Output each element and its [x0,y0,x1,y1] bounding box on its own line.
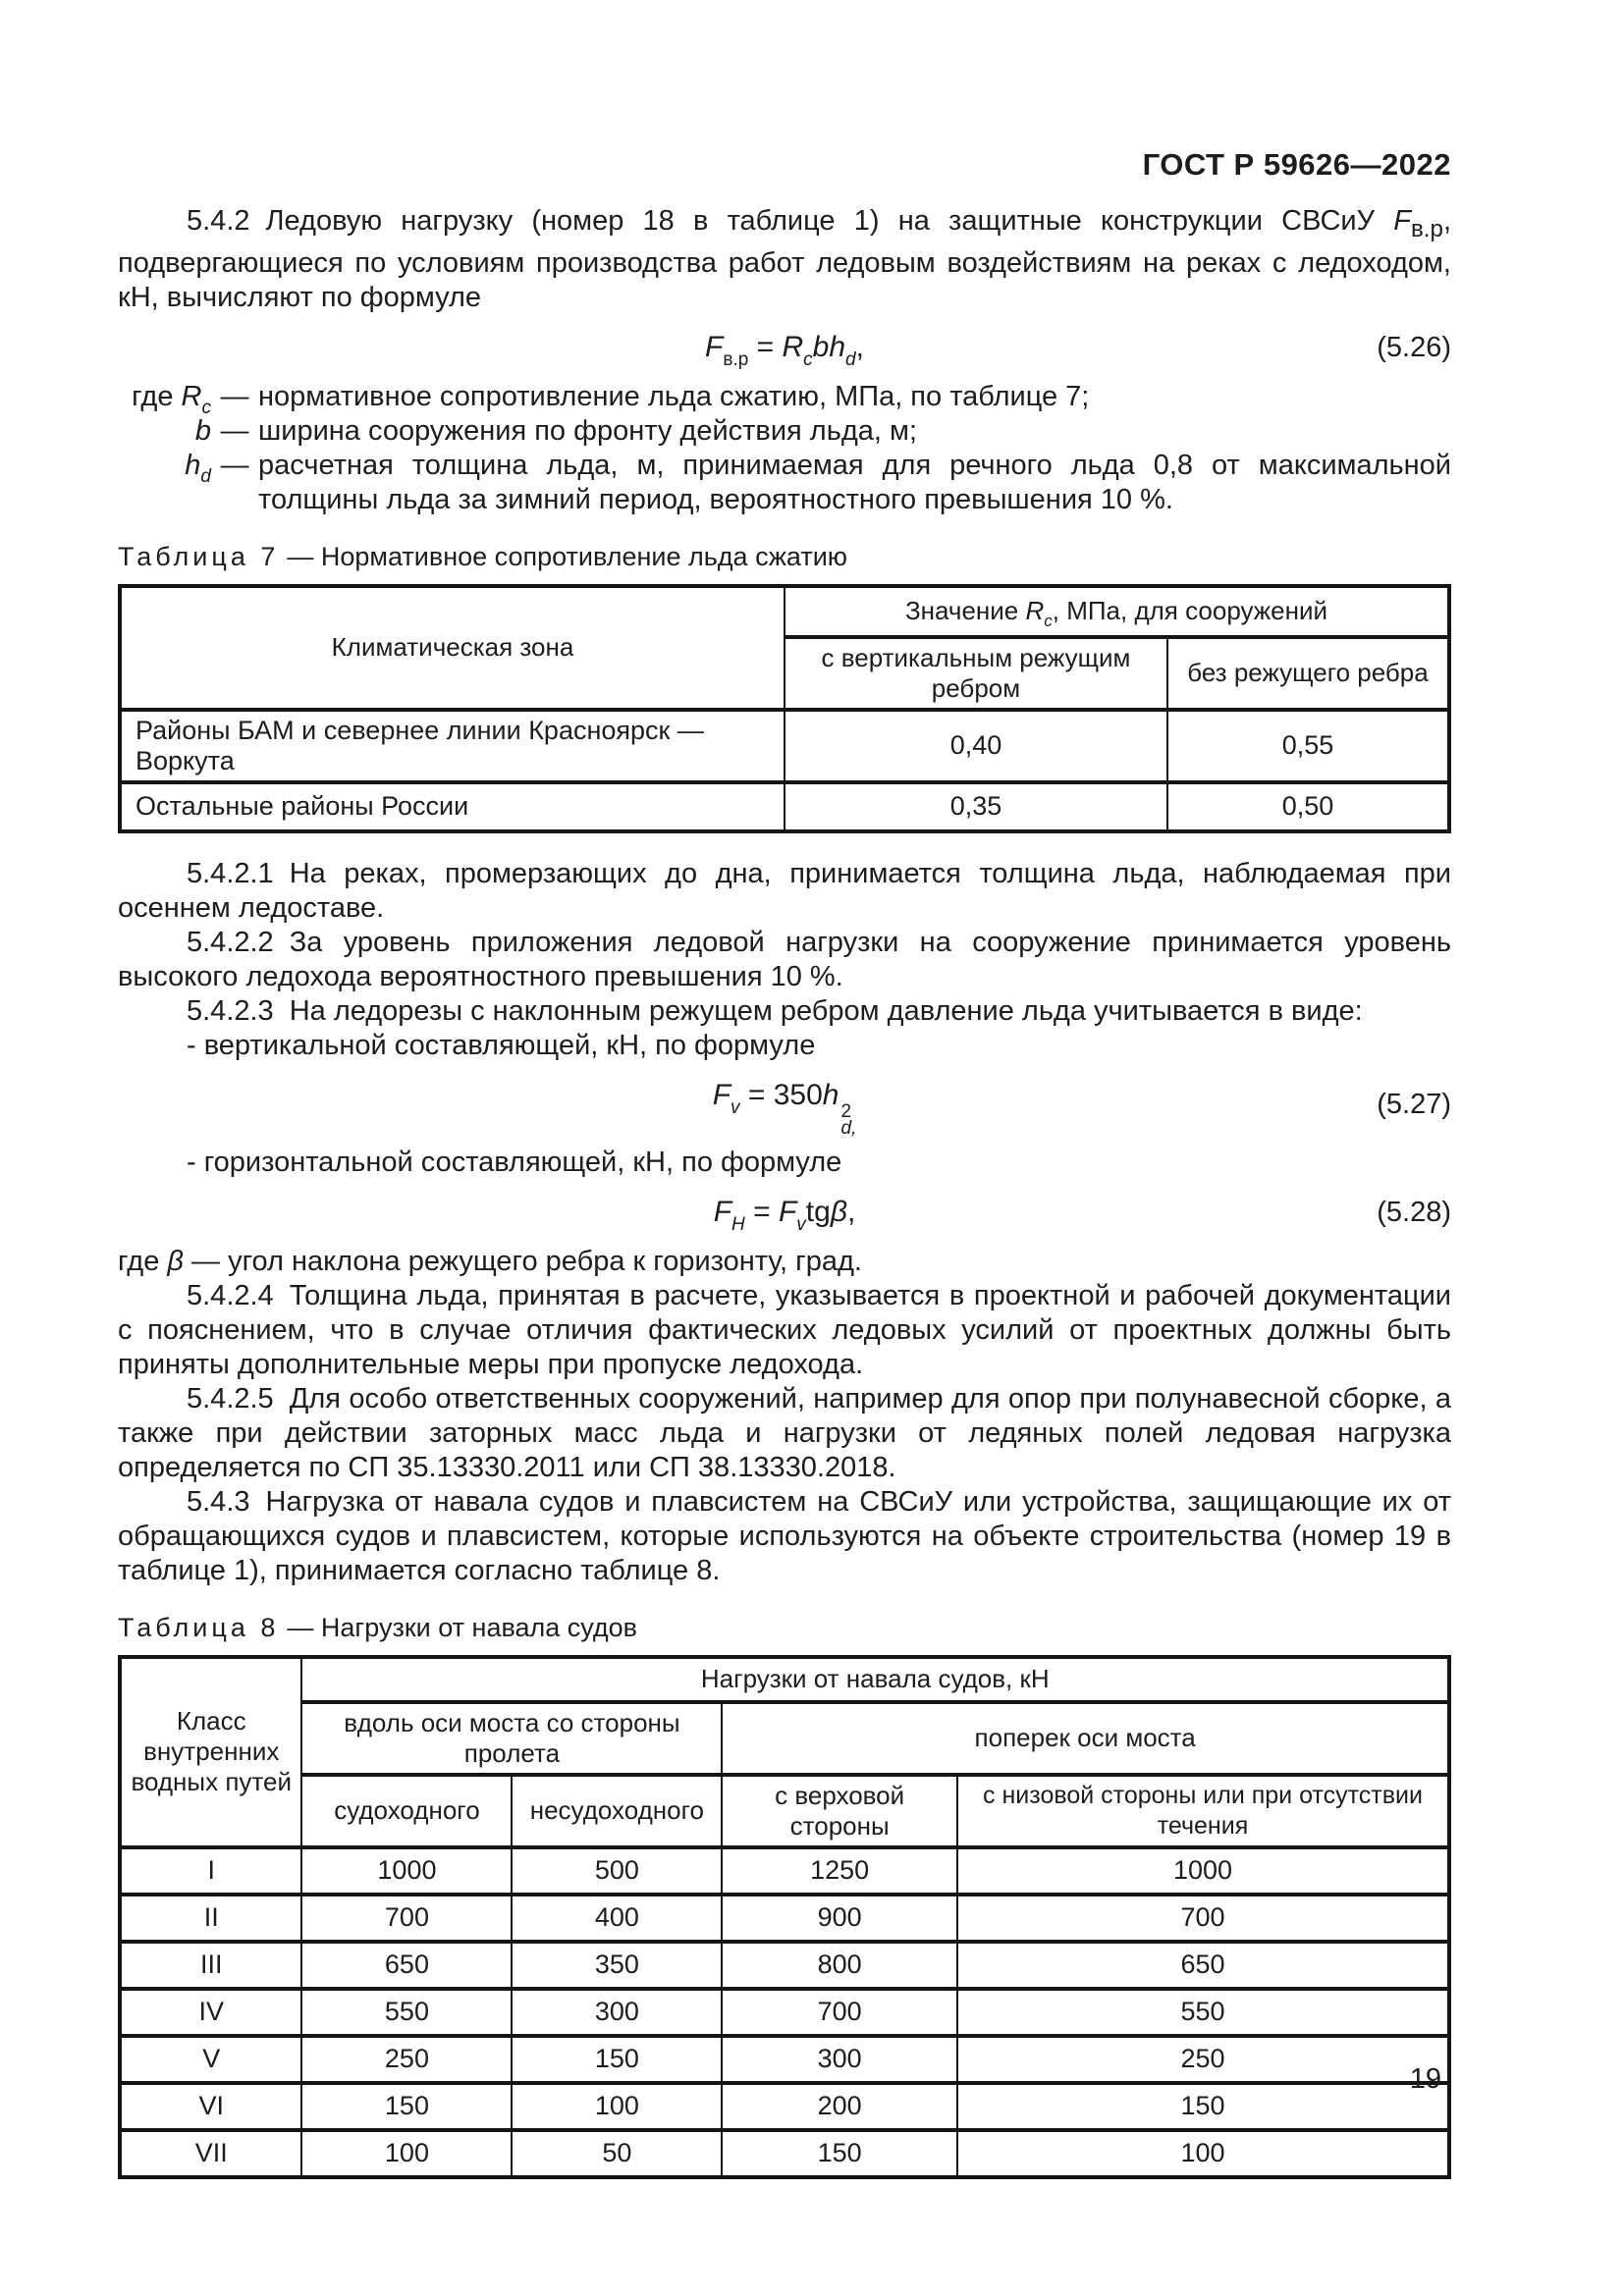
table-7-header-value [785,586,1449,637]
paragraph-5-4-2-5 [118,1382,1451,1485]
value-cell: 300 [722,2036,957,2083]
value-cell: 150 [512,2036,722,2083]
table-row [120,2083,1449,2130]
value-cell: 1000 [301,1847,512,1895]
value-cell: 700 [301,1895,512,1942]
table-8 [118,1655,1451,2179]
value-cell: 150 [957,2083,1449,2130]
table-row [120,2130,1449,2177]
value-cell: 500 [512,1847,722,1895]
clause-text: На ледорезы с наклонным режущем ребром давление льда учитывается в виде: [289,994,1363,1027]
where-description: нормативное сопротивление льда сжатию, МПа, по таблице 7; [258,380,1090,412]
value-cell: 700 [722,1989,957,2036]
value-cell: 250 [957,2036,1449,2083]
formula-5-26 [118,324,1451,371]
superscript-subscript-stack [840,1100,857,1139]
subscript: c [1044,612,1053,631]
variable-h: h [822,1078,839,1111]
clause-number: 5.4.2.3 [187,994,274,1027]
value-cell: 50 [512,2130,722,2177]
formula-5-27 [118,1072,1451,1137]
variable-F: F [705,330,724,363]
value-cell: 100 [512,2083,722,2130]
table-8-header-along-axis: вдоль оси моста со стороны пролета [301,1702,722,1775]
table-8-caption-label: Таблица 8 [118,1612,280,1642]
value-cell: 200 [722,2083,957,2130]
where-term [118,380,211,418]
value-cell: 0,55 [1167,710,1449,782]
superscript: 2 [840,1100,852,1122]
subscript: в.р [723,348,749,370]
table-8-subheader-downstream: с низовой стороны или при отсутствии течения [957,1775,1449,1847]
value-cell: 1000 [957,1847,1449,1895]
table-row [120,782,1449,831]
where-term [118,449,211,517]
value-cell: 650 [301,1942,512,1989]
formula-expression [705,330,864,370]
value-cell: 550 [957,1989,1449,2036]
bullet-horizontal-component: - горизонтальной составляющей, кН, по формуле [187,1146,842,1178]
variable-F: F [778,1195,797,1228]
clause-number: 5.4.2.1 [187,857,274,889]
comma: , [846,1195,856,1228]
value-cell: 400 [512,1895,722,1942]
climate-zone-cell: Остальные районы России [120,782,785,831]
where-row [118,414,1451,449]
table-8-header-across-axis: поперек оси моста [722,1702,1449,1775]
where-description: ширина сооружения по фронту действия льда, м; [258,414,917,447]
comma: , [855,330,864,363]
table-8-caption [118,1612,1451,1643]
paragraph-5-4-3 [118,1485,1451,1588]
value-cell: 550 [301,1989,512,2036]
value-cell: 100 [301,2130,512,2177]
where-description: угол наклона режущего ребра к горизонту, град. [228,1245,862,1277]
class-cell: II [120,1895,301,1942]
table-7-caption-label: Таблица 7 [118,541,280,571]
table-7-caption-text: — Нормативное сопротивление льда сжатию [287,541,848,571]
table-row [120,1847,1449,1895]
clause-number: 5.4.2.2 [187,926,274,958]
header-text: , МПа, для сооружений [1052,596,1328,626]
table-row [120,1942,1449,1989]
table-7 [118,584,1451,833]
clause-text: Толщина льда, принятая в расчете, указывается в проектной и рабочей документации с пояснением, что в случае отличия фактических ледовых усилий от проектных должны быть приняты дополнительные меры при пропуске ледохода. [118,1279,1451,1380]
paragraph-5-4-2-3 [118,994,1451,1029]
equals-sign: = [744,1195,779,1228]
variable-R: R [782,330,804,363]
where-term [118,414,211,449]
table-row [120,710,1449,782]
class-cell: VI [120,2083,301,2130]
table-7-subheader-no-edge: без режущего ребра [1167,637,1449,710]
class-cell: III [120,1942,301,1989]
value-cell: 150 [722,2130,957,2177]
class-cell: IV [120,1989,301,2036]
value-cell: 900 [722,1895,957,1942]
subscript: v [731,1096,740,1118]
table-8-subheader-upstream: с верховой стороны [722,1775,957,1847]
table-7-header-climate-zone: Климатическая зона [120,586,785,710]
equals-sign: = [748,330,783,363]
equation-number: (5.28) [1377,1196,1451,1228]
value-cell: 300 [512,1989,722,2036]
variable-beta: β [830,1195,847,1228]
table-row [120,2036,1449,2083]
value-cell: 650 [957,1942,1449,1989]
class-cell: VII [120,2130,301,2177]
clause-text: , подвергающиеся по условиям производства работ ледовым воздействиям на реках с ледоходом, кН, вычисляют по формуле [118,205,1451,313]
equals-coefficient: = 350 [739,1078,823,1111]
formula-expression [713,1195,856,1235]
value-cell: 100 [957,2130,1449,2177]
clause-text: Нагрузка от навала судов и плавсистем на СВСиУ или устройства, защищающие их от обращающихся судов и плавсистем, которые используются на объекте строительства (номер 19 в таблице 1), принимается согласно таблице 8. [118,1485,1451,1586]
equation-number: (5.27) [1377,1088,1451,1120]
variable-beta: β [167,1245,184,1277]
equation-number: (5.26) [1377,331,1451,363]
tangent-operator: tg [805,1195,831,1228]
subscript: c [201,397,211,418]
value-cell: 800 [722,1942,957,1989]
subscript: H [731,1213,745,1235]
value-cell: 700 [957,1895,1449,1942]
dash: — [220,380,249,412]
clause-number: 5.4.2 [187,205,250,237]
value-cell: 150 [301,2083,512,2130]
table-8-caption-text: — Нагрузки от навала судов [287,1612,638,1642]
variable-F: F [713,1195,732,1228]
clause-text: За уровень приложения ледовой нагрузки на сооружение принимается уровень высокого ледохода вероятностного превышения 10 %. [118,926,1451,992]
where-row [118,380,1451,418]
header-text: Значение [904,596,1026,626]
paragraph-5-4-2-4 [118,1279,1451,1382]
clause-text: На реках, промерзающих до дна, принимается толщина льда, наблюдаемая при осеннем ледоставе. [118,857,1451,924]
table-8-subheader-non-navigable: несудоходного [512,1775,722,1847]
clause-number: 5.4.3 [187,1485,250,1518]
variable-F: F [712,1078,731,1111]
value-cell: 350 [512,1942,722,1989]
dash: — [220,449,249,481]
clause-text: Ледовую нагрузку (номер 18 в таблице 1) на защитные конструкции СВСиУ [265,205,1394,237]
standard-designation: ГОСТ Р 59626—2022 [1142,147,1451,182]
paragraph-5-4-2 [118,204,1451,315]
where-beta-line [118,1245,1451,1279]
formula-expression [712,1078,857,1139]
where-lead: где [118,1245,168,1277]
class-cell: I [120,1847,301,1895]
paragraph-5-4-2-1 [118,857,1451,926]
where-lead: где [132,380,182,412]
dash: — [183,1245,229,1277]
variable-R: R [1025,596,1045,626]
variable-R: R [181,380,202,412]
variable-bh: bh [812,330,846,363]
subscript: d [845,348,856,370]
value-cell: 250 [301,2036,512,2083]
clause-number: 5.4.2.5 [187,1382,274,1415]
variable-F: F [1393,205,1411,237]
where-list [118,380,1451,517]
class-cell: V [120,2036,301,2083]
bullet-vertical-component: - вертикальной составляющей, кН, по формуле [187,1029,816,1061]
page-number: 19 [1409,2063,1441,2095]
table-7-caption [118,541,1451,572]
table-7-subheader-vertical-edge: с вертикальным режущим ребром [785,637,1167,710]
clause-text: Для особо ответственных сооружений, например для опор при полунавесной сборке, а также при действии заторных масс льда и нагрузки от ледяных полей ледовая нагрузка определяется по СП 35.13330.2011 или СП 38.13330.2018. [118,1382,1451,1483]
value-cell: 1250 [722,1847,957,1895]
table-row [120,1895,1449,1942]
paragraph-5-4-2-2 [118,926,1451,994]
where-row [118,449,1451,517]
formula-5-28 [118,1189,1451,1236]
subscript: v [796,1213,806,1235]
value-cell: 0,40 [785,710,1167,782]
value-cell: 0,50 [1167,782,1449,831]
where-description: расчетная толщина льда, м, принимаемая для речного льда 0,8 от максимальной толщины льда за зимний период, вероятностного превышения 10 %. [258,449,1451,515]
subscript: d, [840,1117,857,1139]
value-cell: 0,35 [785,782,1167,831]
subscript: c [803,348,813,370]
subscript: d [200,465,211,487]
table-8-header-loads: Нагрузки от навала судов, кН [301,1657,1449,1702]
table-8-header-waterway-class: Класс внутренних водных путей [120,1657,301,1847]
variable-F-subscript: в.р [1410,215,1443,242]
table-8-subheader-navigable: судоходного [301,1775,512,1847]
climate-zone-cell: Районы БАМ и севернее линии Красноярск — Воркута [120,710,785,782]
variable-h: h [185,449,201,481]
clause-number: 5.4.2.4 [187,1279,274,1311]
table-row [120,1989,1449,2036]
dash: — [220,414,249,447]
variable-b: b [194,414,211,447]
